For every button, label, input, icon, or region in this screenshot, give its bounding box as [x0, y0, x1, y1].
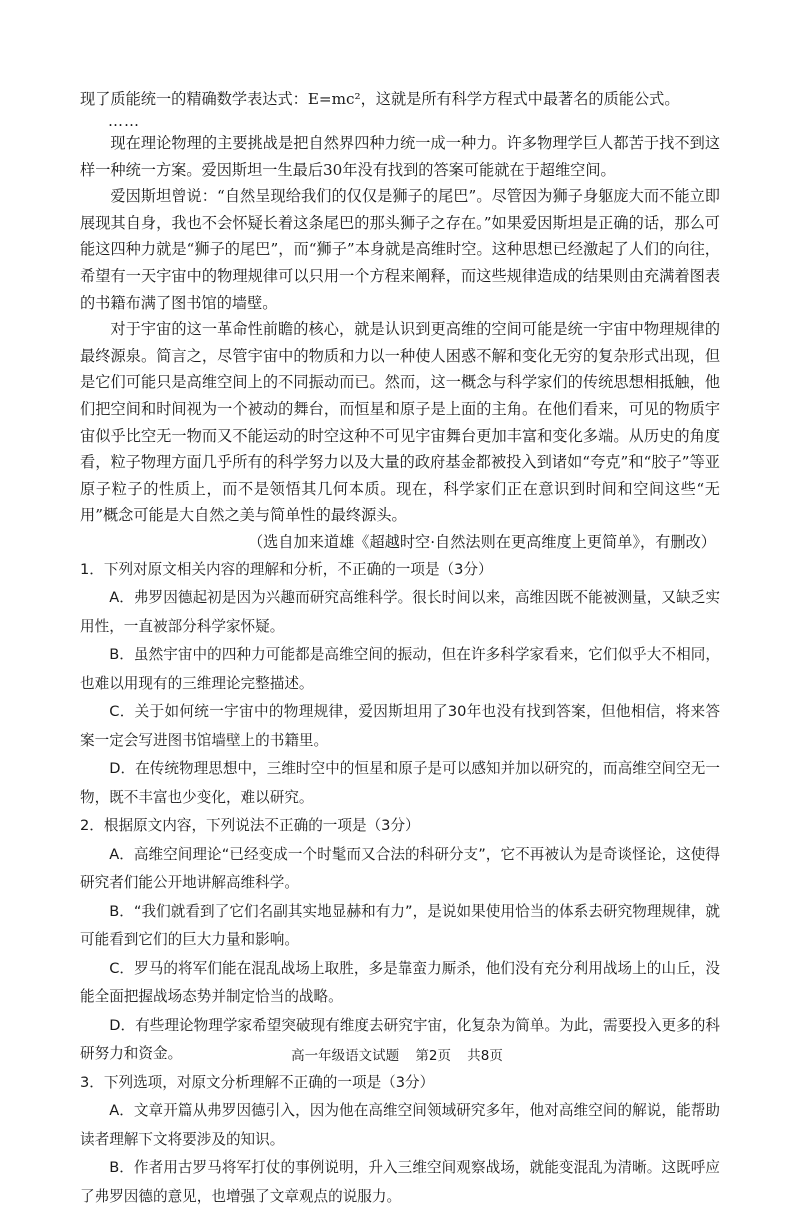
passage-source: （选自加来道雄《超越时空·自然法则在更高维度上更简单》，有删改） — [247, 532, 716, 551]
option-b: B．“我们就看到了它们名副其实地显赫和有力”，是说如果使用恰当的体系去研究物理规律，就可能看到它们的巨大力量和影响。 — [80, 902, 720, 949]
option-b: B．虽然宇宙中的四种力可能都是高维空间的振动，但在许多科学家看来，它们似乎大不相同，也难以用现有的三维理论完整描述。 — [80, 646, 720, 692]
question-stem: 3．下列选项，对原文分析理解不正确的一项是（3分） — [80, 1073, 435, 1091]
question-1 — [80, 556, 720, 813]
passage-paragraph-1: 现在理论物理的主要挑战是把自然界四种力统一成一种力。许多物理学巨人都苦于找不到这样一种统一方案。爱因斯坦一生最后30年没有找到的答案可能就在于超维空间。 — [80, 134, 720, 179]
option-c: C．关于如何统一宇宙中的物理规律，爱因斯坦用了30年也没有找到答案，但他相信，将来答案一定会写进图书馆墙壁上的书籍里。 — [80, 703, 720, 749]
ellipsis: …… — [108, 112, 140, 130]
footer-title: 高一年级语文试题 — [291, 1048, 400, 1064]
question-3 — [80, 1069, 720, 1211]
passage-paragraph-2: 爱因斯坦曾说：“自然呈现给我们的仅仅是狮子的尾巴”。尽管因为狮子身躯庞大而不能立即展现其自身，我也不会怀疑长着这条尾巴的那头狮子之存在。”如果爱因斯坦是正确的话，那么可能这四种力就是“狮子的尾巴”，而“狮子”本身就是高维时空。这种思想已经激起了人们的向往，希望有一天宇宙中的物理规律可以只用一个方程来阐释，而这些规律造成的结果则由充满着图表的书籍布满了图书馆的墙壁。 — [80, 187, 720, 312]
question-2 — [80, 812, 720, 1069]
footer-total-pages: 共8页 — [467, 1048, 503, 1064]
option-b: B．作者用古罗马将军打仗的事例说明，升入三维空间观察战场，就能变混乱为清晰。这既呼应了弗罗因德的意见，也增强了文章观点的说服力。 — [80, 1159, 720, 1205]
page-footer — [0, 1046, 794, 1066]
option-d: D．在传统物理思想中，三维时空中的恒星和原子是可以感知并加以研究的，而高维空间空无一物，既不丰富也少变化，难以研究。 — [80, 760, 720, 806]
question-stem: 1．下列对原文相关内容的理解和分析，不正确的一项是（3分） — [80, 560, 493, 578]
option-c: C．罗马的将军们能在混乱战场上取胜，多是靠蛮力厮杀，他们没有充分利用战场上的山丘，没能全面把握战场态势并制定恰当的战略。 — [80, 959, 720, 1006]
passage-paragraph-3: 对于宇宙的这一革命性前瞻的核心，就是认识到更高维的空间可能是统一宇宙中物理规律的最终源泉。简言之，尽管宇宙中的物质和力以一种使人困惑不解和变化无穷的复杂形式出现，但是它们可能只是高维空间上的不同振动而已。然而，这一概念与科学家们的传统思想相抵触，他们把空间和时间视为一个被动的舞台，而恒星和原子是上面的主角。在他们看来，可见的物质宇宙似乎比空无一物而又不能运动的时空这种不可见宇宙舞台更加丰富和变化多端。从历史的角度看，粒子物理方面几乎所有的科学努力以及大量的政府基金都被投入到诸如“夸克”和“胶子”等亚原子粒子的性质上，而不是领悟其几何本质。现在，科学家们正在意识到时间和空间这些“无用”概念可能是大自然之美与简单性的最终源头。 — [80, 320, 720, 525]
footer-page-number: 第2页 — [415, 1048, 451, 1064]
option-a: A．高维空间理论“已经变成一个时髦而又合法的科研分支”，它不再被认为是奇谈怪论，这使得研究者们能公开地讲解高维科学。 — [80, 845, 720, 892]
option-a: A．文章开篇从弗罗因德引入，因为他在高维空间领域研究多年，他对高维空间的解说，能帮助读者理解下文将要涉及的知识。 — [80, 1102, 720, 1148]
passage-line-formula: 现了质能统一的精确数学表达式：E=mc²，这就是所有科学方程式中最著名的质能公式。 — [80, 90, 680, 108]
option-d: D．有些理论物理学家希望突破现有维度去研究宇宙，化复杂为简单。为此，需要投入更多的科研努力和资金。 — [80, 1016, 720, 1063]
question-stem: 2．根据原文内容，下列说法不正确的一项是（3分） — [80, 817, 420, 835]
option-a: A．弗罗因德起初是因为兴趣而研究高维科学。很长时间以来，高维因既不能被测量，又缺乏实用性，一直被部分科学家怀疑。 — [80, 589, 720, 635]
